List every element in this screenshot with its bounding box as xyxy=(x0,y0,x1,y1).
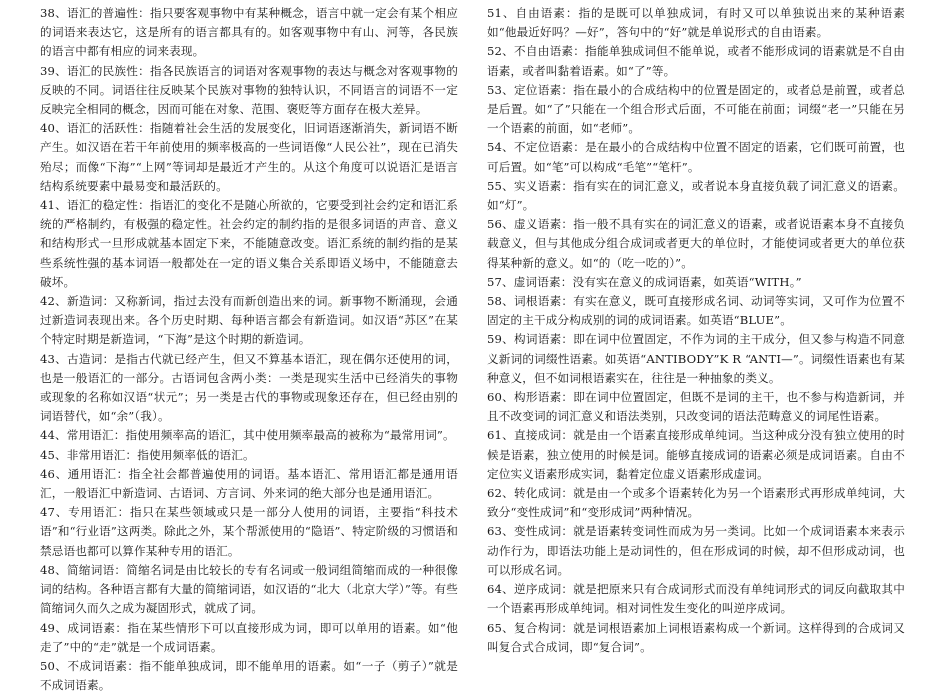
term-entry-53: 53、定位语素：指在最小的合成结构中的位置是固定的，或者总是前置，或者总是后置。如“了”只能在一个组合形式后面，不可能在前面；词缀“老一”只能在另一个语素的前面，如“老师”。 xyxy=(487,82,905,136)
term-entry-50: 50、不成词语素：指不能单独成词，即不能单用的语素。如“一子（剪子）”就是不成词语素。 xyxy=(40,658,458,693)
term-entry-62: 62、转化成词：就是由一个或多个语素转化为另一个语素形式再形成单纯词，大致分“变性成词”和“变形成词”两种情况。 xyxy=(487,486,905,520)
term-entry-47: 47、专用语汇：指只在某些领域或只是一部分人使用的词语，主要指“科技术语”和“行业语”这两类。除此之外，某个帮派使用的“隐语”、特定阶级的习惯语和禁忌语也都可以算作某种专用的语汇。 xyxy=(40,505,458,558)
left-column xyxy=(40,4,458,695)
term-entry-46: 46、通用语汇：指全社会都普遍使用的词语。基本语汇、常用语汇都是通用语汇，一般语汇中新造词、古语词、方言词、外来词的绝大部分也是通用语汇。 xyxy=(40,466,458,501)
term-entry-58: 58、词根语素：有实在意义，既可直接形成名词、动词等实词，又可作为位置不固定的主干成分构成别的词的成词语素。如英语“BLUE”。 xyxy=(487,294,905,328)
term-entry-48: 48、简缩词语：简缩名词是由比较长的专有名词或一般词组简缩而成的一种很像词的结构。各种语言都有大量的简缩词语，如汉语的“北大（北京大学）”等。有些简缩词久而久之成为凝固形式，就成了词。 xyxy=(40,562,458,616)
term-entry-51: 51、自由语素：指的是既可以单独成词，有时又可以单独说出来的某种语素如“他最近好吗？—好”，答句中的“好”就是单说形式的自由语素。 xyxy=(487,6,905,40)
term-entry-45: 45、非常用语汇：指使用频率低的语汇。 xyxy=(40,447,255,462)
term-entry-56: 56、虚义语素：指一般不具有实在的词汇意义的语素，或者说语素本身不直接负载意义，但与其他成分组合成词或者更大的单位时，才能使词或者更大的单位获得某种新的意义。如“的（吃一吃的）”。 xyxy=(487,217,905,270)
term-entry-59: 59、构词语素：即在词中位置固定，不作为词的主干成分，但又参与构造不同意义新词的词缀性语素。如英语“ANTIBODY”K R “ANTI—”。词缀性语素也有某种意义，但不如词根语素实在，往往是一种抽象的类义。 xyxy=(487,332,905,385)
term-entry-55: 55、实义语素：指有实在的词汇意义，或者说本身直接负载了词汇意义的语素。如“灯”。 xyxy=(487,178,905,213)
term-entry-64: 64、逆序成词：就是把原来只有合成词形式而没有单纯词形式的词反向截取其中一个语素再形成单纯词。相对词性发生变化的叫逆序成词。 xyxy=(487,582,905,616)
term-entry-60: 60、构形语素：即在词中位置固定，但既不是词的主干，也不参与构造新词，并且不改变词的词汇意义和语法类别，只改变词的语法范畴意义的词尾性语素。 xyxy=(487,390,905,424)
right-column xyxy=(487,4,905,657)
term-entry-63: 63、变性成词：就是语素转变词性而成为另一类词。比如一个成词语素本来表示动作行为，即语法功能上是动词性的，但在形成词的时候，却不但形成动词，也可以形成名词。 xyxy=(487,524,905,577)
term-entry-54: 54、不定位语素：是在最小的合成结构中位置不固定的语素，它们既可前置，也可后置。如“笔”可以构成“毛笔”“笔杆”。 xyxy=(487,140,905,174)
term-entry-43: 43、古造词：是指古代就已经产生，但又不算基本语汇，现在偶尔还使用的词，也是一般语汇的一部分。古语词包含两小类：一类是现实生活中已经消失的事物或现象的名称如汉语“状元”；另一类是古代的事物或现象还存在，但已经由别的词语替代，如“余”（我）。 xyxy=(40,351,458,424)
term-entry-65: 65、复合构词：就是词根语素加上词根语素构成一个新词。这样得到的合成词又叫复合式合成词，即“复合词”。 xyxy=(487,620,905,654)
term-entry-44: 44、常用语汇：指使用频率高的语汇，其中使用频率最高的被称为“最常用词”。 xyxy=(40,428,455,443)
term-entry-57: 57、虚词语素：没有实在意义的成词语素，如英语“WITH。” xyxy=(487,274,802,289)
term-entry-40: 40、语汇的活跃性：指随着社会生活的发展变化，旧词语逐渐消失，新词语不断产生。如汉语在若干年前使用的频率极高的一些词语像“人民公社”，现在已消失殆尽；而像“下海”“上网”等词却是最近才产生的。从这个角度可以说语汇是语言结构系统要素中最易变和最活跃的。 xyxy=(40,121,458,193)
term-entry-61: 61、直接成词：就是由一个语素直接形成单纯词。当这种成分没有独立使用的时候是语素，独立使用的时候是词。能够直接成词的语素必须是成词语素。自由不定位实义语素形成实词，黏着定位虚义语素形成虚词。 xyxy=(487,428,905,481)
term-entry-41: 41、语汇的稳定性：指语汇的变化不是随心所欲的，它要受到社会约定和语汇系统的严格制约，有极强的稳定性。社会约定的制约指的是很多词语的声音、意义和结构形式一旦形成就基本固定下来，不能随意改变。语汇系统的制约指的是某些系统性强的基本词语一般都处在一定的语义集合关系即语义场中，不能随意去破坏。 xyxy=(40,198,458,289)
term-entry-49: 49、成词语素：指在某些情形下可以直接形成为词，即可以单用的语素。如“他走了”中的“走”就是一个成词语素。 xyxy=(40,620,458,654)
term-entry-52: 52、不自由语素：指能单独成词但不能单说，或者不能形成词的语素就是不自由语素，或者叫黏着语素。如“了”等。 xyxy=(487,44,905,78)
term-entry-38: 38、语汇的普遍性：指只要客观事物中有某种概念，语言中就一定会有某个相应的词语来表达它，这是所有的语言都具有的。如客观事物中有山、河等，各民族的语言中都有相应的词来表现。 xyxy=(40,6,458,59)
term-entry-42: 42、新造词：又称新词，指过去没有而新创造出来的词。新事物不断涌现，会通过新造词表现出来。各个历史时期、每种语言都会有新造词。如汉语“苏区”在某个特定时期是新造词，“下海”是这个时期的新造词。 xyxy=(40,294,458,347)
term-entry-39: 39、语汇的民族性：指各民族语言的词语对客观事物的表达与概念对客观事物的反映的不同。词语往往反映某个民族对事物的独特认识，不同语言的词语不一定反映完全相同的概念，因而可能在对象、范围、褒贬等方面存在极大差异。 xyxy=(40,63,458,117)
